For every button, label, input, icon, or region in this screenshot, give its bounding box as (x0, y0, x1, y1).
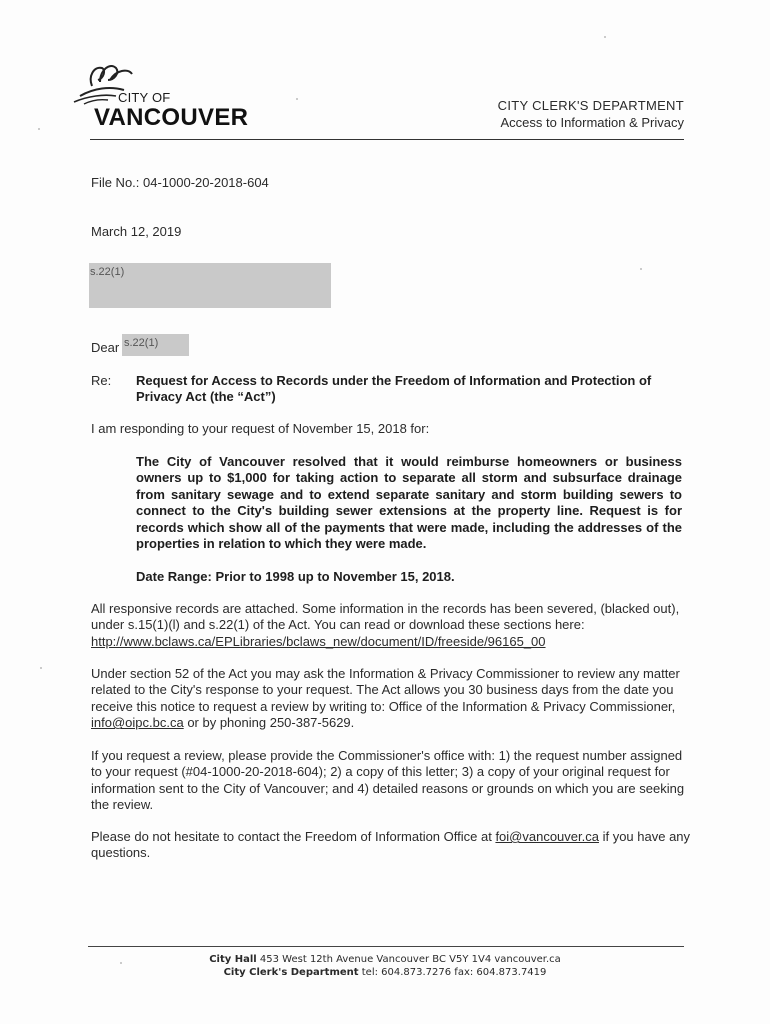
scan-speck (604, 36, 606, 38)
oipc-email-link[interactable]: info@oipc.bc.ca (91, 715, 184, 731)
date-range: Date Range: Prior to 1998 up to November 15, 2018. (136, 569, 455, 584)
footer-city-hall: City Hall (209, 954, 257, 965)
file-number: File No.: 04-1000-20-2018-604 (91, 175, 269, 190)
footer-phone-fax: tel: 604.873.7276 fax: 604.873.7419 (358, 967, 547, 978)
footer-contact-line (0, 966, 770, 979)
footer-dept: City Clerk's Department (223, 967, 359, 978)
city-logo (70, 56, 270, 136)
footer-address: 453 West 12th Avenue Vancouver BC V5Y 1V4 vancouver.ca (256, 954, 561, 965)
scan-speck (40, 667, 42, 669)
department-name: CITY CLERK'S DEPARTMENT (497, 98, 684, 113)
request-description: The City of Vancouver resolved that it would reimburse homeowners or business owners up to $1,000 for taking action to separate all storm and subsurface drainage from sanitary sewage and to extend separate sanitary and storm building sewers to connect to the City's building sewer extensions at the property line. Request is for records which show all of the payments that were made, including the addresses of the properties in relation to which they were made. (136, 454, 682, 552)
scan-speck (38, 128, 40, 130)
scan-speck (120, 962, 122, 964)
paragraph-text: Please do not hesitate to contact the Freedom of Information Office at (91, 829, 496, 844)
department-block (498, 97, 684, 131)
redacted-address (89, 263, 331, 308)
logo-vancouver: VANCOUVER (94, 104, 249, 131)
paragraph-review-requirements: If you request a review, please provide the Commissioner's office with: 1) the request number assigned to your request (#04-1000-20-2018-604); 2) a copy of this letter; 3) a copy of your original request for information sent to the City of Vancouver; and 4) detailed reasons or grounds on which you are seeking the review. (91, 748, 685, 813)
department-division: Access to Information & Privacy (500, 115, 684, 130)
bclaws-link[interactable]: http://www.bclaws.ca/EPLibraries/bclaws_new/document/ID/freeside/96165_00 (91, 633, 546, 649)
redacted-name (122, 334, 189, 356)
foi-email-link[interactable]: foi@vancouver.ca (495, 829, 599, 844)
redaction-code: s.22(1) (90, 266, 125, 278)
paragraph-text-tail: or by phoning 250-387-5629. (183, 715, 355, 731)
paragraph-severed (91, 601, 691, 650)
paragraph-text-tail: if you have any questions. (91, 829, 691, 861)
footer (0, 953, 770, 979)
redaction-code: s.22(1) (124, 337, 159, 349)
footer-rule (88, 946, 684, 947)
re-label: Re: (91, 373, 112, 388)
paragraph-text: All responsive records are attached. Some information in the records has been severed, (blacked out), under s.15(1)(l) and s.22(1) of the Act. You can read or download these sections here: (91, 601, 680, 633)
logo-city-of: CITY OF (118, 90, 171, 105)
paragraph-text: Under section 52 of the Act you may ask the Information & Privacy Commissioner to review any matter related to the City's response to your request. The Act allows you 30 business days from the date you receive this notice to request a review by writing to: Office of the Information & Privacy Commissioner, (91, 666, 680, 714)
paragraph-contact (91, 829, 691, 862)
scan-speck (640, 268, 642, 270)
re-subject: Request for Access to Records under the Freedom of Information and Protection of Privacy Act (the “Act”) (136, 373, 652, 404)
scan-speck (296, 98, 298, 100)
paragraph-review (91, 666, 691, 732)
letter-date: March 12, 2019 (91, 224, 182, 239)
salutation: Dear (91, 340, 120, 355)
footer-address-line (0, 953, 770, 966)
responding-line: I am responding to your request of November 15, 2018 for: (91, 421, 430, 436)
header-rule (90, 139, 684, 140)
